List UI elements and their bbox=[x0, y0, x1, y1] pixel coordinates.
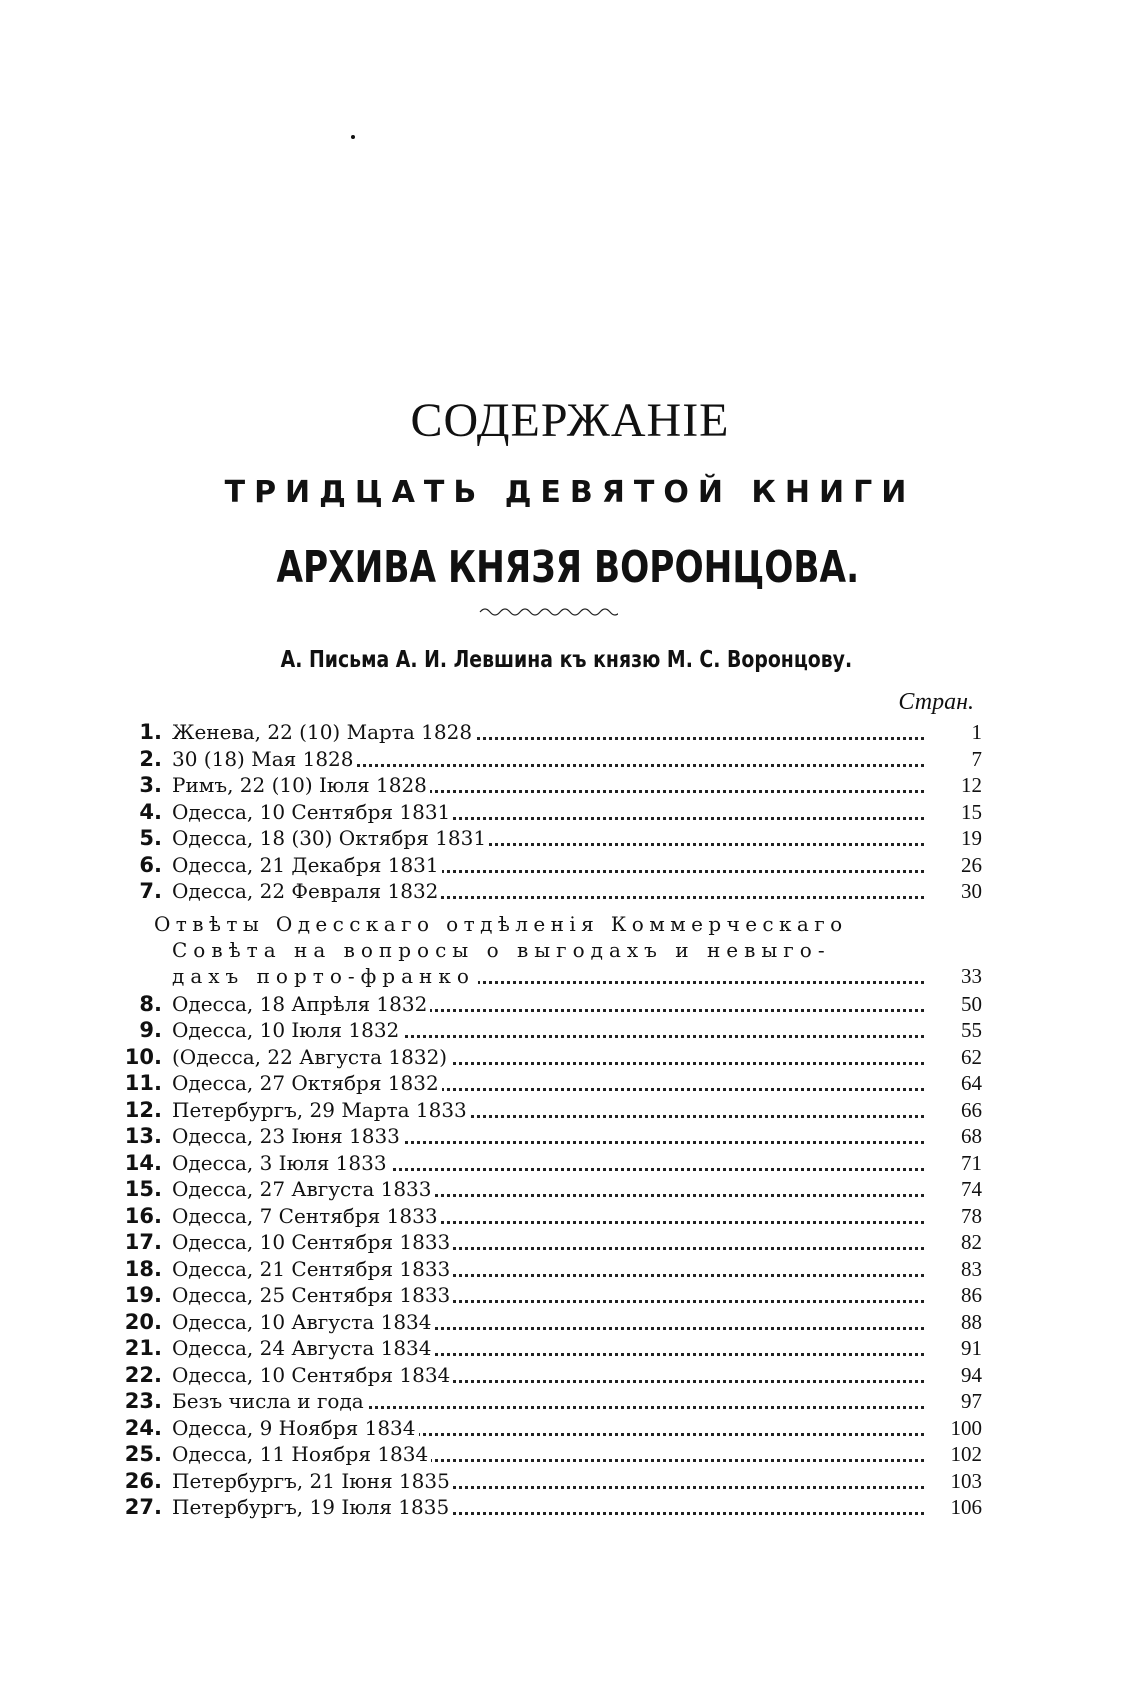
entry-page: 86 bbox=[961, 1283, 982, 1307]
toc-entry bbox=[110, 719, 980, 746]
entry-title: (Одесса, 22 Августа 1832) bbox=[172, 1044, 450, 1071]
entry-title: Безъ числа и года bbox=[172, 1388, 367, 1415]
section-heading: А. Письма А. И. Левшина къ князю М. С. Воронцову. bbox=[280, 647, 853, 673]
toc-entry bbox=[110, 772, 980, 799]
entry-number: 22. bbox=[124, 1362, 162, 1387]
entry-page: 102 bbox=[950, 1442, 982, 1466]
entry-number: 17. bbox=[124, 1230, 162, 1254]
entry-number: 5. bbox=[139, 826, 162, 850]
entry-page: 74 bbox=[961, 1177, 982, 1201]
entry-number: 13. bbox=[124, 1124, 162, 1148]
toc-entry bbox=[110, 1017, 980, 1044]
toc-group-a bbox=[110, 719, 980, 905]
entry-page: 55 bbox=[961, 1018, 982, 1042]
toc-entry bbox=[110, 1388, 980, 1415]
entry-number: 2. bbox=[139, 746, 162, 771]
toc-entry bbox=[110, 1468, 980, 1495]
entry-page: 94 bbox=[961, 1362, 982, 1387]
entry-page: 30 bbox=[961, 879, 982, 903]
entry-title: Одесса, 21 Сентября 1833 bbox=[172, 1256, 453, 1283]
entry-title: Одесса, 10 Августа 1834 bbox=[172, 1309, 435, 1336]
entry-number: 14. bbox=[124, 1150, 162, 1175]
entry-title: Одесса, 10 Сентября 1833 bbox=[172, 1229, 453, 1256]
entry-page: 78 bbox=[961, 1203, 982, 1228]
toc-entry bbox=[110, 746, 980, 773]
table-of-contents bbox=[110, 719, 980, 1521]
entry-number: 18. bbox=[124, 1256, 162, 1281]
entry-number: 12. bbox=[124, 1097, 162, 1122]
toc-group-b bbox=[110, 991, 980, 1521]
toc-entry bbox=[110, 1309, 980, 1336]
entry-title: Одесса, 21 Декабря 1831 bbox=[172, 852, 442, 879]
entry-title: Одесса, 10 Сентября 1831 bbox=[172, 799, 453, 826]
entry-title: Одесса, 3 Іюля 1833 bbox=[172, 1150, 390, 1177]
entry-page: 64 bbox=[961, 1071, 982, 1095]
toc-entry bbox=[110, 1176, 980, 1203]
entry-page: 19 bbox=[961, 826, 982, 850]
toc-entry bbox=[110, 799, 980, 826]
toc-entry bbox=[110, 1494, 980, 1521]
entry-title: Одесса, 9 Ноября 1834 bbox=[172, 1415, 419, 1442]
entry-page: 7 bbox=[971, 746, 982, 771]
entry-number: 27. bbox=[124, 1495, 162, 1519]
entry-page: 62 bbox=[961, 1044, 982, 1069]
entry-number: 19. bbox=[124, 1283, 162, 1307]
toc-entry bbox=[110, 852, 980, 879]
ornament-divider bbox=[478, 604, 618, 620]
toc-entry bbox=[110, 1123, 980, 1150]
entry-number: 7. bbox=[139, 879, 162, 903]
block-line-2: Совѣта на вопросы о выгодахъ и невыго- bbox=[172, 937, 834, 963]
entry-title: Петербургъ, 29 Марта 1833 bbox=[172, 1097, 470, 1124]
entry-number: 23. bbox=[124, 1389, 162, 1413]
toc-entry bbox=[110, 1203, 980, 1230]
toc-entry bbox=[110, 1362, 980, 1389]
pages-column-label: Стран. bbox=[898, 689, 974, 715]
toc-entry bbox=[110, 1256, 980, 1283]
entry-page: 71 bbox=[961, 1150, 982, 1175]
entry-page: 83 bbox=[961, 1256, 982, 1281]
entry-page: 66 bbox=[961, 1097, 982, 1122]
entry-title: Одесса, 10 Іюля 1832 bbox=[172, 1017, 402, 1044]
entry-number: 8. bbox=[139, 991, 162, 1016]
entry-page: 100 bbox=[950, 1415, 982, 1440]
entry-number: 9. bbox=[139, 1018, 162, 1042]
toc-entry bbox=[110, 1044, 980, 1071]
entry-title: Одесса, 18 Апрѣля 1832 bbox=[172, 991, 430, 1018]
toc-entry bbox=[110, 1415, 980, 1442]
entry-title: Одесса, 22 Февраля 1832 bbox=[172, 878, 441, 905]
entry-page: 103 bbox=[950, 1468, 982, 1493]
entry-title: Петербургъ, 21 Іюня 1835 bbox=[172, 1468, 453, 1495]
entry-title: Петербургъ, 19 Іюля 1835 bbox=[172, 1494, 452, 1521]
entry-page: 1 bbox=[971, 720, 982, 744]
entry-number: 21. bbox=[124, 1336, 162, 1360]
entry-page: 12 bbox=[961, 773, 982, 797]
entry-title: Римъ, 22 (10) Іюля 1828 bbox=[172, 772, 430, 799]
entry-page: 15 bbox=[961, 799, 982, 824]
entry-title: Одесса, 24 Августа 1834 bbox=[172, 1335, 435, 1362]
archive-title: АРХИВА КНЯЗЯ ВОРОНЦОВА. bbox=[276, 542, 860, 593]
entry-number: 4. bbox=[139, 799, 162, 824]
entry-title: Одесса, 18 (30) Октября 1831 bbox=[172, 825, 489, 852]
entry-title: Женева, 22 (10) Марта 1828 bbox=[172, 719, 475, 746]
entry-number: 1. bbox=[139, 720, 162, 744]
toc-entry bbox=[110, 1150, 980, 1177]
entry-number: 24. bbox=[124, 1415, 162, 1440]
entry-page: 26 bbox=[961, 852, 982, 877]
entry-page: 50 bbox=[961, 991, 982, 1016]
entry-number: 20. bbox=[124, 1309, 162, 1334]
toc-entry bbox=[110, 1070, 980, 1097]
block-line-1: Отвѣты Одесскаго отдѣленія Коммерческаго bbox=[154, 911, 851, 937]
toc-entry bbox=[110, 991, 980, 1018]
entry-number: 16. bbox=[124, 1203, 162, 1228]
entry-title: Одесса, 23 Іюня 1833 bbox=[172, 1123, 403, 1150]
entry-number: 10. bbox=[124, 1044, 162, 1069]
entry-title: Одесса, 27 Октября 1832 bbox=[172, 1070, 442, 1097]
entry-page: 82 bbox=[961, 1230, 982, 1254]
block-page: 33 bbox=[961, 963, 982, 988]
entry-page: 91 bbox=[961, 1336, 982, 1360]
entry-number: 11. bbox=[124, 1071, 162, 1095]
ink-speck bbox=[351, 135, 355, 139]
entry-title: Одесса, 7 Сентября 1833 bbox=[172, 1203, 441, 1230]
toc-entry bbox=[110, 1282, 980, 1309]
entry-title: Одесса, 25 Сентября 1833 bbox=[172, 1282, 453, 1309]
entry-number: 3. bbox=[139, 773, 162, 797]
entry-page: 106 bbox=[950, 1495, 982, 1519]
toc-block-entry bbox=[110, 911, 980, 989]
entry-title: Одесса, 10 Сентября 1834 bbox=[172, 1362, 453, 1389]
entry-title: 30 (18) Мая 1828 bbox=[172, 746, 357, 773]
toc-entry bbox=[110, 1229, 980, 1256]
page-title: СОДЕРЖАНІЕ bbox=[410, 394, 730, 447]
entry-number: 26. bbox=[124, 1468, 162, 1493]
toc-entry bbox=[110, 1335, 980, 1362]
toc-entry bbox=[110, 878, 980, 905]
book-subtitle: ТРИДЦАТЬ ДЕВЯТОЙ КНИГИ bbox=[224, 475, 916, 510]
toc-entry bbox=[110, 1097, 980, 1124]
toc-entry bbox=[110, 825, 980, 852]
toc-entry bbox=[110, 1441, 980, 1468]
entry-page: 97 bbox=[961, 1389, 982, 1413]
block-line-3: дахъ порто-франко bbox=[172, 963, 478, 989]
entry-number: 15. bbox=[124, 1177, 162, 1201]
entry-page: 88 bbox=[961, 1309, 982, 1334]
entry-number: 25. bbox=[124, 1442, 162, 1466]
entry-number: 6. bbox=[139, 852, 162, 877]
entry-title: Одесса, 11 Ноября 1834 bbox=[172, 1441, 431, 1468]
entry-page: 68 bbox=[961, 1124, 982, 1148]
entry-title: Одесса, 27 Августа 1833 bbox=[172, 1176, 435, 1203]
